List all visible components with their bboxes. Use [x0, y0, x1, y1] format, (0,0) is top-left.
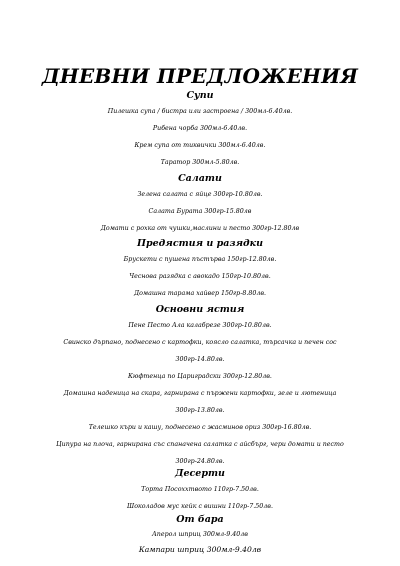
menu-item: Кюфтенца по Цариградски 300гр-12.80лв.: [128, 373, 272, 380]
menu-item: Кампари шприц 300мл-9.40лв: [138, 545, 262, 554]
menu-item: Шоколадов мус кейк с вишни 110гр-7.50лв.: [127, 503, 273, 510]
section-heading-bar: От бара: [176, 514, 224, 525]
section-heading-salads: Салати: [178, 173, 222, 184]
menu-item: Ципура на плоча, гарнирана със спаначена салатка с айсбърг, чери домати и песто: [56, 441, 344, 448]
menu-item: Торта Посоххтвото 110гр-7.50лв.: [141, 486, 259, 493]
menu-item: Пилешка супа / бистра или застроена / 300мл-6.40лв.: [107, 108, 293, 115]
menu-item: Таратор 300мл-5.80лв.: [160, 159, 240, 166]
section-heading-desserts: Десерти: [175, 468, 225, 479]
page-title: ДНЕВНИ ПРЕДЛОЖЕНИЯ: [41, 64, 359, 88]
menu-item: Рибена чорба 300мл-6.40лв.: [152, 125, 248, 132]
menu-item: 300гр-24.80лв.: [175, 458, 225, 465]
menu-item: Домашна наденица на скара, гарнирана с пържени картофки, зеле и лютеница: [63, 390, 337, 397]
section-heading-soups: Супи: [186, 90, 214, 101]
menu-item: Домати с рохка от чушки,маслини и песто 300гр-12.80лв: [100, 225, 300, 232]
menu-item: Домашна тарама хайвер 150гр-8.80лв.: [133, 290, 267, 297]
menu-item: Чеснова разядка с авокадо 150гр-10.80лв.: [129, 273, 271, 280]
menu-item: Аперол шприц 300мл-9.40лв: [152, 531, 248, 538]
menu-item: Зелена салата с яйце 300гр-10.80лв.: [137, 191, 263, 198]
menu-item: 300гр-14.80лв.: [175, 356, 225, 363]
menu-item: Брускети с пушена пъстърва 150гр-12.80лв.: [123, 256, 277, 263]
menu-item: Пене Песто Ала калабрезе 300гр-10.80лв.: [128, 322, 272, 329]
section-heading-mains: Основни ястия: [155, 304, 245, 315]
menu-item: Крем супа от тиквички 300мл-6.40лв.: [134, 142, 266, 149]
section-heading-starters: Предястия и разядки: [136, 238, 264, 249]
menu-item: Свинско дърпано, поднесено с картофки, коясло салатка, търсачка и печен сос: [63, 339, 337, 346]
menu-item: 300гр-13.80лв.: [175, 407, 225, 414]
menu-item: Телешко къри и кашу, поднесено с жасминов ориз 300гр-16.80лв.: [88, 424, 312, 431]
menu-item: Салата Бурата 300гр-15.80лв: [148, 208, 252, 215]
